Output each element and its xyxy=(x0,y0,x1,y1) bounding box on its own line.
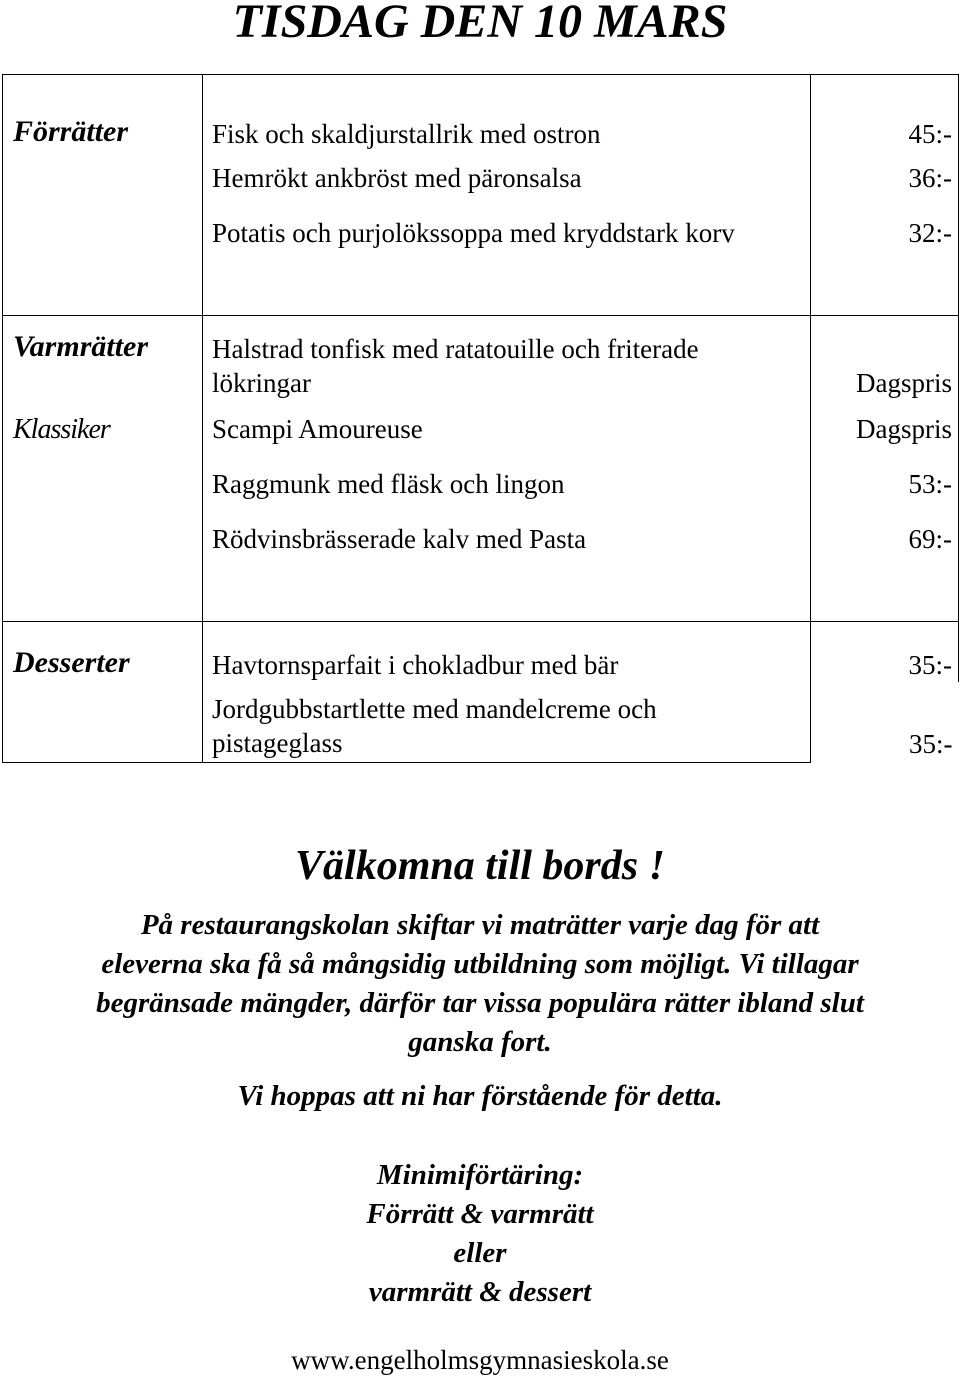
category-label-forratter: Förrätter xyxy=(13,114,129,148)
dish-name: Raggmunk med fläsk och lingon xyxy=(203,457,811,512)
dish-price: 45:- xyxy=(811,75,959,151)
welcome-heading: Välkomna till bords ! xyxy=(295,843,665,889)
website-url: www.engelholmsgymnasieskola.se xyxy=(291,1345,669,1375)
spacer-row xyxy=(3,261,959,316)
dish-price: 36:- xyxy=(811,151,959,206)
dish-price: Dagspris xyxy=(811,402,959,457)
dish-name: Havtornsparfait i chokladbur med bär xyxy=(203,622,811,682)
dish-name: Jordgubbstartlette med mandelcreme och pistageglass xyxy=(203,682,811,763)
page-title: TISDAG DEN 10 MARS xyxy=(232,0,728,48)
category-label-desserter: Desserter xyxy=(13,645,130,679)
dish-price: 69:- xyxy=(811,512,959,567)
category-label-varmratter: Varmrätter xyxy=(13,330,149,363)
menu-row xyxy=(3,151,959,206)
dish-price: 35:- xyxy=(811,622,959,682)
minimum-heading: Minimiförtäring: xyxy=(376,1159,584,1191)
minimum-line: varmrätt & dessert xyxy=(368,1276,592,1308)
menu-row xyxy=(3,75,959,151)
dish-name: Rödvinsbrässerade kalv med Pasta xyxy=(203,512,811,567)
menu-table xyxy=(2,74,959,763)
minimum-line: Förrätt & varmrätt xyxy=(366,1198,594,1230)
menu-row xyxy=(3,682,959,763)
menu-row xyxy=(3,316,959,402)
dish-price: Dagspris xyxy=(811,316,959,402)
subcategory-label-klassiker: Klassiker xyxy=(13,413,110,445)
menu-row xyxy=(3,622,959,682)
dish-name: Halstrad tonfisk med ratatouille och friterade lökringar xyxy=(203,316,811,402)
dish-name: Potatis och purjolökssoppa med kryddstark korv xyxy=(203,206,811,261)
menu-row xyxy=(3,402,959,457)
dish-name: Hemrökt ankbröst med päronsalsa xyxy=(203,151,811,206)
menu-row xyxy=(3,457,959,512)
hope-note: Vi hoppas att ni har förstående för detta. xyxy=(237,1080,723,1112)
dish-name: Scampi Amoureuse xyxy=(203,402,811,457)
dish-name: Fisk och skaldjurstallrik med ostron xyxy=(203,75,811,151)
dish-price: 35:- xyxy=(909,728,953,759)
minimum-order-block xyxy=(0,1156,960,1312)
dish-price: 53:- xyxy=(811,457,959,512)
info-paragraph: På restaurangskolan skiftar vi maträtter varje dag för att eleverna ska få så mångsidig utbildning som möjligt. Vi tillagar begränsade mängder, därför tar vissa populära rätter ibland slut ganska fort. xyxy=(96,909,864,1058)
minimum-line: eller xyxy=(453,1237,507,1269)
menu-row xyxy=(3,206,959,261)
spacer-row xyxy=(3,567,959,622)
dish-price: 32:- xyxy=(811,206,959,261)
menu-row xyxy=(3,512,959,567)
